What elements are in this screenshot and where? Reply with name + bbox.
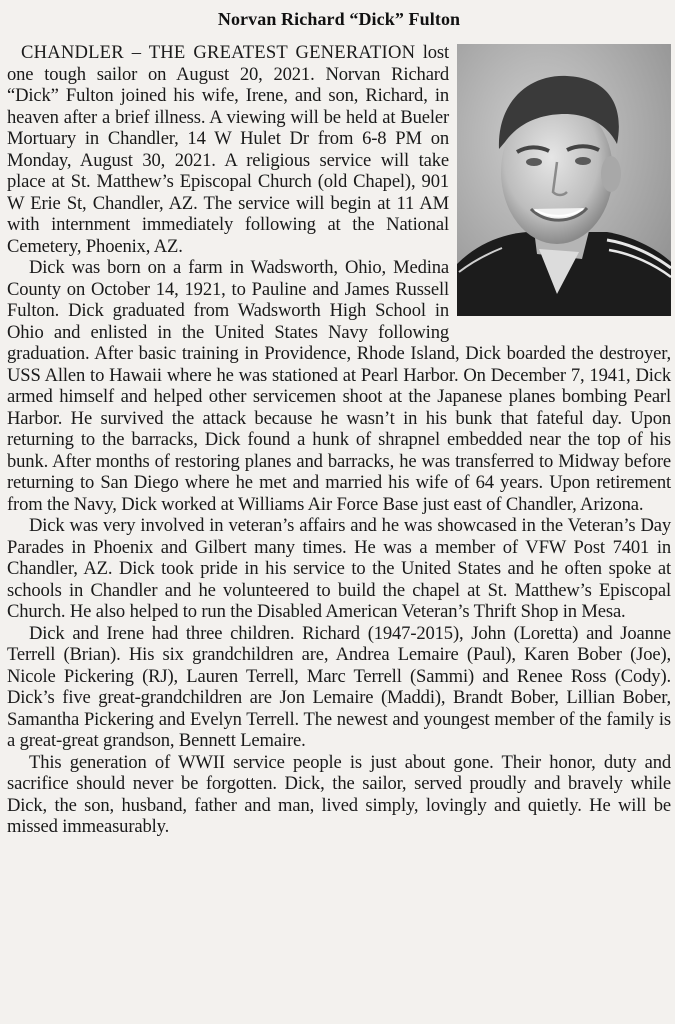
portrait-photo bbox=[457, 44, 671, 316]
obituary-paragraph-5: This generation of WWII service people is just about gone. Their honor, duty and sacrifice should never be forgotten. Dick, the sailor, served proudly and bravely while Dick, the son, husband, father and man, lived simply, lovingly and quietly. He will be missed immeasurably. bbox=[7, 751, 671, 837]
obituary-title: Norvan Richard “Dick” Fulton bbox=[217, 9, 461, 29]
obituary-dateline: CHANDLER – THE GREATEST GENERATION bbox=[21, 42, 416, 63]
obituary-paragraph-1-text: lost one tough sailor on August 20, 2021. Norvan Richard “Dick” Fulton joined his wife, Irene, and son, Richard, in heaven after a brief illness. A viewing will be held at Bueler Mortuary in Chandler, 14 W Hulet Dr from 6-8 PM on Monday, August 30, 2021. A religious service will take place at St. Matthew’s Episcopal Church (old Chapel), 901 W Erie St, Chandler, AZ. The service will begin at 11 AM with internment immediately following at the National Cemetery, Phoenix, AZ. bbox=[7, 42, 450, 257]
obituary-paragraph-2: Dick was born on a farm in Wadsworth, Ohio, Medina County on October 14, 1921, to Pauline and James Russell Fulton. Dick graduated from Wadsworth High School in Ohio and enlisted in the United States Navy following graduation. After basic training in Providence, Rhode Island, Dick boarded the destroyer, USS Allen to Hawaii where he was stationed at Pearl Harbor. On December 7, 1941, Dick armed himself and helped other servicemen shoot at the Japanese planes bombing Pearl Harbor. He survived the attack because he wasn’t in his bunk that fateful day. Upon returning to the barracks, Dick found a hunk of shrapnel embedded near the top of his bunk. After months of restoring planes and barracks, he was transferred to Midway before returning to San Diego where he met and married his wife of 64 years. Upon retirement from the Navy, Dick worked at Williams Air Force Base just east of Chandler, Arizona. bbox=[7, 257, 671, 515]
obituary-paragraph-3: Dick was very involved in veteran’s affairs and he was showcased in the Veteran’s Day Parades in Phoenix and Gilbert many times. He was a member of VFW Post 7401 in Chandler, AZ. Dick took pride in his service to the United States and he often spoke at schools in Chandler and he volunteered to build the chapel at St. Matthew’s Episcopal Church. He also helped to run the Disabled American Veteran’s Thrift Shop in Mesa. bbox=[7, 515, 671, 622]
portrait-sailor-image bbox=[457, 44, 671, 316]
obituary-paragraph-4: Dick and Irene had three children. Richard (1947-2015), John (Loretta) and Joanne Terrell (Brian). His six grandchildren are, Andrea Lemaire (Paul), Karen Bober (Joe), Nicole Pickering (RJ), Lauren Terrell, Marc Terrell (Sammi) and Renee Ross (Cody). Dick’s five great-grandchildren are Jon Lemaire (Maddi), Brandt Bober, Lillian Bober, Samantha Pickering and Evelyn Terrell. The newest and youngest member of the family is a great-great grandson, Bennett Lemaire. bbox=[7, 622, 671, 751]
